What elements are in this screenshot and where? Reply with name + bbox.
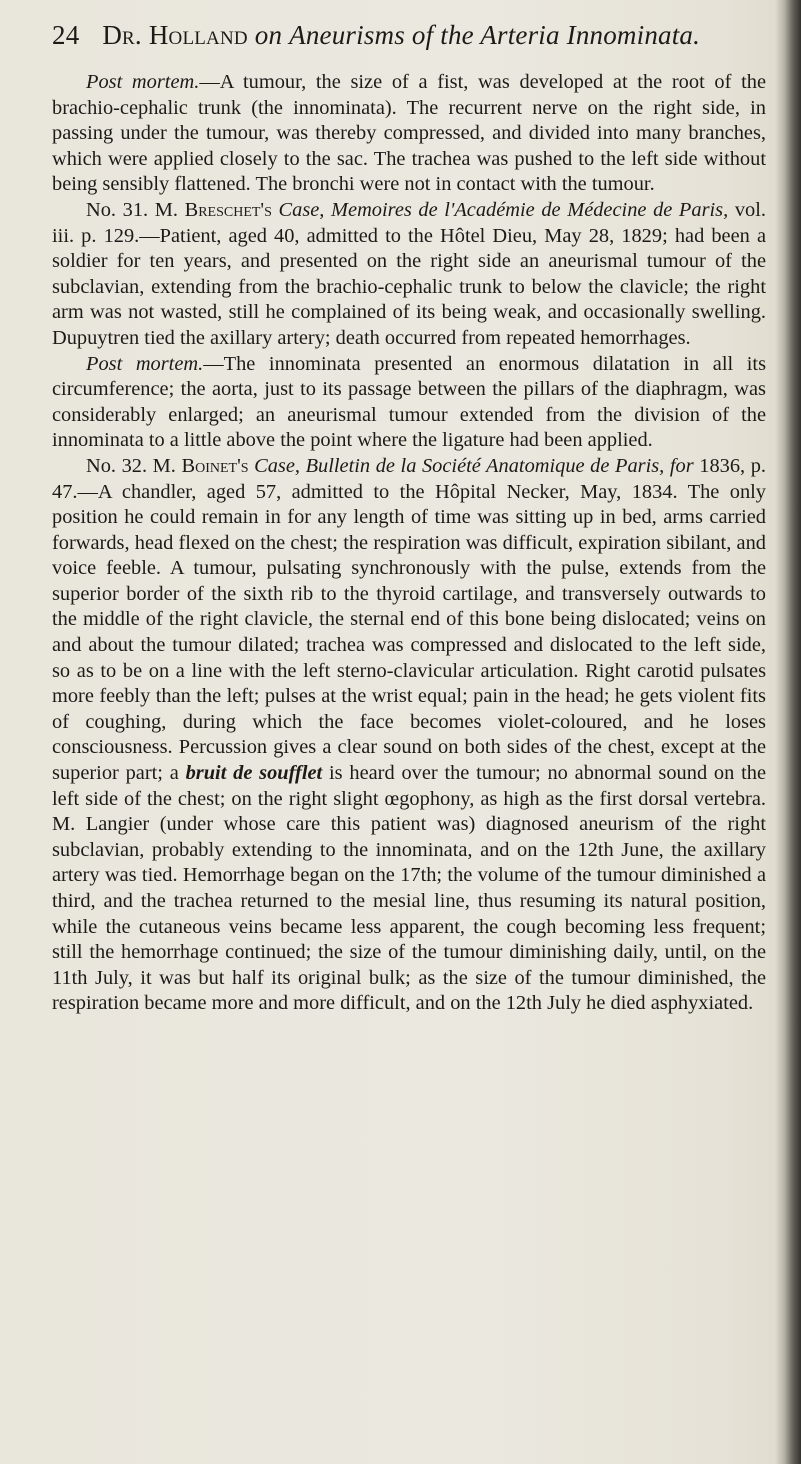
page-number: 24 [52,20,80,50]
paragraph-case-31 [52,198,766,352]
case-number: No. 31. M. [86,198,185,221]
paragraph-text: —A tumour, the size of a fist, was developed at the root of the brachio-cephalic trunk (the innominata). The recurrent nerve on the right side, in passing under the tumour, was thereby compressed, and divided into many branches, which were applied closely to the sac. The trachea was pushed to the left side without being sensibly flattened. The bronchi were not in contact with the tumour. [52,71,766,196]
paragraph-text-continued: is heard over the tumour; no abnormal sound on the left side of the chest; on the right slight œgophony, as high as the first dorsal vertebra. M. Langier (under whose care this patient was) diagnosed aneurism of the right subclavian, probably extending to the innominata, and on the 12th June, the axillary artery was tied. Hemorrhage began on the 17th; the volume of the tumour diminished a third, and the trachea returned to the mesial line, thus resuming its natural position, while the cutaneous veins became less apparent, the cough becoming less frequent; still the hemorrhage continued; the size of the tumour diminishing daily, until, on the 11th July, it was but half its original bulk; as the size of the tumour diminished, the respiration became more and more difficult, and on the 12th July he died asphyxiated. [52,762,766,1015]
header-author: Dr. Holland [102,20,248,50]
case-author: Boinet's [181,454,249,477]
lead-post-mortem: Post mortem. [86,352,204,375]
running-header [52,20,772,51]
header-on: on [254,20,283,50]
paragraph-text: —The innominata presented an enormous dilatation in all its circumference; the aorta, just to its passage between the pillars of the diaphragm, was considerably enlarged; an aneurismal tumour extended from the division of the innominata to a little above the point where the ligature had been applied. [52,352,767,452]
lead-post-mortem: Post mortem. [86,71,200,93]
case-source: Case, Bulletin de la Société Anatomique de Paris, for [248,454,694,477]
header-title: Aneurisms of the Arteria Innominata. [289,20,701,50]
body-text [52,70,766,1017]
paragraph-text: 1836, p. 47.—A chandler, aged 57, admitted to the Hôpital Necker, May, 1834. The only position he could remain in for any length of time was sitting up in bed, arms carried forwards, head flexed on the chest; the respiration was difficult, expiration sibilant, and voice feeble. A tumour, pulsating synchronously with the pulse, extends from the superior border of the sixth rib to the thyroid cartilage, and transversely outwards to the middle of the right clavicle, the sternal end of this bone being dislocated; veins on and about the tumour dilated; trachea was compressed and dislocated to the left side, so as to be on a line with the left sterno-clavicular articulation. Right carotid pulsates more feebly than the left; pulses at the wrist equal; pain in the head; he gets violent fits of coughing, during which the face becomes violet-coloured, and he loses consciousness. Percussion gives a clear sound on both sides of the chest, except at the superior part; a [52,454,767,785]
paragraph-text: vol. iii. p. 129.—Patient, aged 40, admitted to the Hôtel Dieu, May 28, 1829; had been a soldier for ten years, and presented on the right side an aneurismal tumour of the subclavian, extending from the brachio-cephalic trunk to below the clavicle; the right arm was not wasted, still he complained of its being weak, and occasionally swelling. Dupuytren tied the axillary artery; death occurred from repeated hemorrhages. [52,198,766,349]
paragraph-post-mortem-1 [52,70,766,198]
paragraph-case-32 [52,454,766,1017]
paragraph-post-mortem-2 [52,352,766,454]
case-author: Breschet's [184,198,272,221]
case-source: Case, Memoires de l'Académie de Médecine de Paris, [271,198,729,221]
page-edge-shadow [775,0,801,1464]
emphasis-bruit: bruit de soufflet [185,762,323,785]
case-number: No. 32. M. [86,454,182,477]
